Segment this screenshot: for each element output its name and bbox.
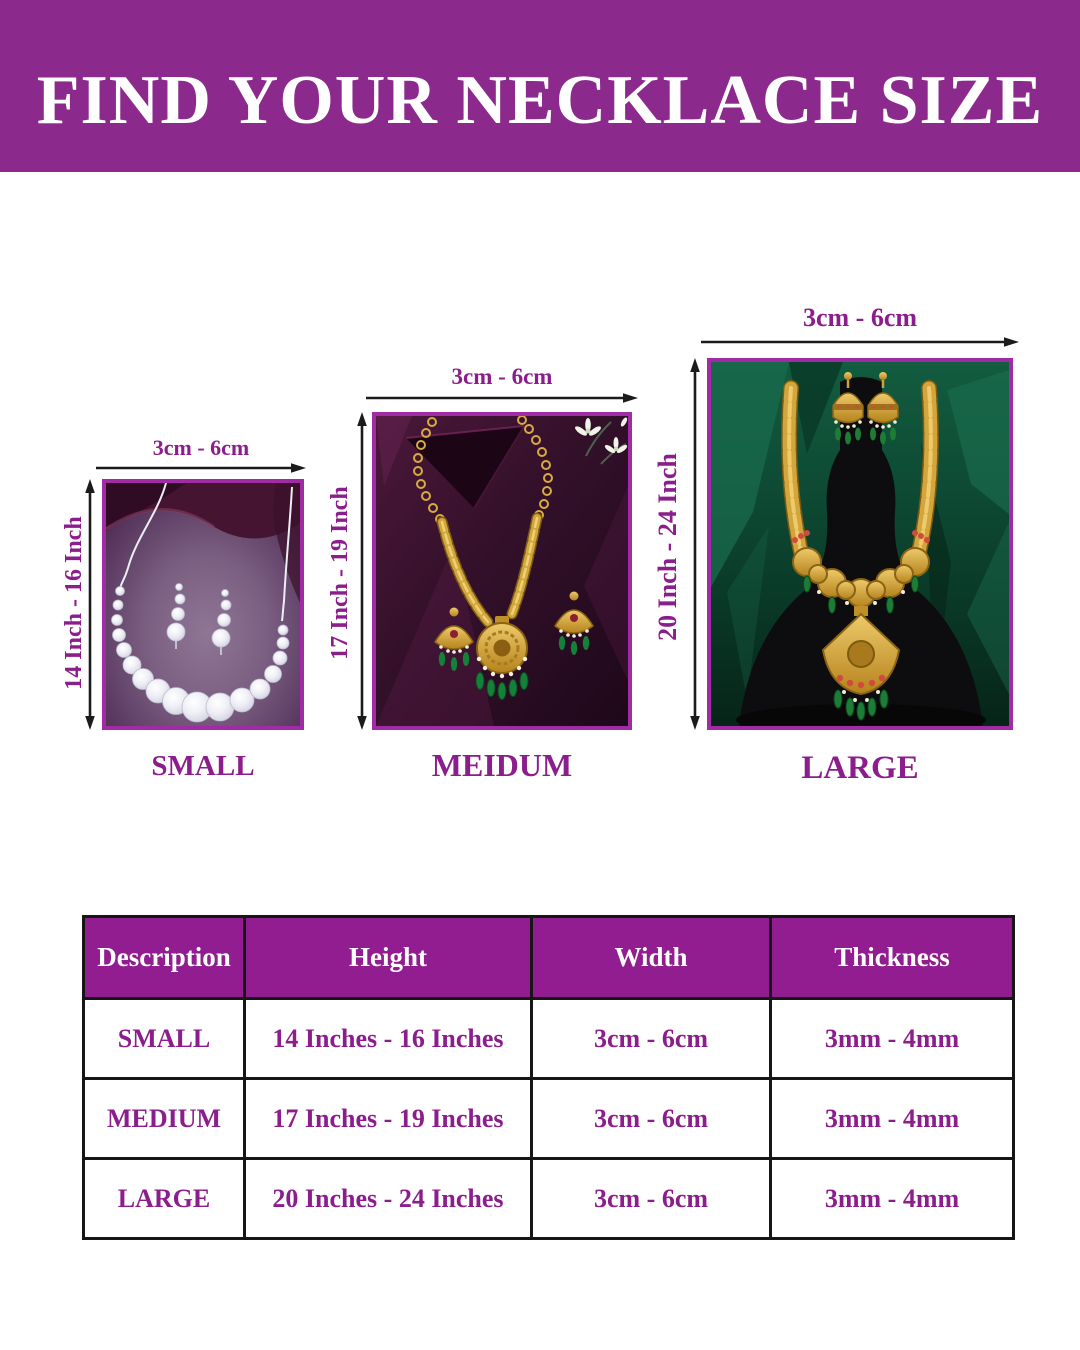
small-size-name-label: SMALL (151, 750, 255, 782)
table-cell: MEDIUM (84, 1079, 245, 1159)
medium-width-range-label: 3cm - 6cm (451, 364, 553, 389)
medium-width-arrow-icon (366, 392, 638, 404)
table-cell: 3cm - 6cm (532, 999, 771, 1079)
table-header-row (84, 917, 1014, 999)
medium-height-range-label: 17 Inch - 19 Inch (326, 486, 353, 660)
large-width-range-label: 3cm - 6cm (802, 303, 918, 332)
column-header-width: Width (532, 917, 771, 999)
small-necklace-photo (102, 479, 304, 730)
table-cell: 3mm - 4mm (771, 1079, 1014, 1159)
column-header-thickness: Thickness (771, 917, 1014, 999)
medium-necklace-image (376, 416, 628, 726)
table-cell: SMALL (84, 999, 245, 1079)
table-cell: 3mm - 4mm (771, 999, 1014, 1079)
large-necklace-photo (707, 358, 1013, 730)
small-width-arrow-icon (96, 462, 306, 474)
table-cell: LARGE (84, 1159, 245, 1239)
size-chart-table (82, 915, 1015, 1240)
table-cell: 17 Inches - 19 Inches (245, 1079, 532, 1159)
large-height-range-label: 20 Inch - 24 Inch (653, 453, 682, 641)
medium-necklace-photo (372, 412, 632, 730)
table-cell: 3cm - 6cm (532, 1079, 771, 1159)
table-row-large (84, 1159, 1014, 1239)
table-cell: 3mm - 4mm (771, 1159, 1014, 1239)
small-height-range-label: 14 Inch - 16 Inch (60, 516, 87, 690)
medium-height-arrow-icon (356, 412, 368, 730)
medium-size-name-label: MEIDUM (431, 747, 573, 783)
large-width-arrow-icon (701, 336, 1019, 348)
large-size-name-label: LARGE (801, 750, 919, 786)
page-title: FIND YOUR NECKLACE SIZE (36, 62, 1044, 139)
large-height-arrow-icon (689, 358, 701, 730)
column-header-height: Height (245, 917, 532, 999)
table-cell: 14 Inches - 16 Inches (245, 999, 532, 1079)
table-cell: 3cm - 6cm (532, 1159, 771, 1239)
table-cell: 20 Inches - 24 Inches (245, 1159, 532, 1239)
table-row-medium (84, 1079, 1014, 1159)
large-necklace-image (711, 362, 1009, 726)
table-row-small (84, 999, 1014, 1079)
small-necklace-image (106, 483, 300, 726)
header-banner (0, 0, 1080, 172)
column-header-description: Description (84, 917, 245, 999)
small-width-range-label: 3cm - 6cm (152, 435, 250, 460)
